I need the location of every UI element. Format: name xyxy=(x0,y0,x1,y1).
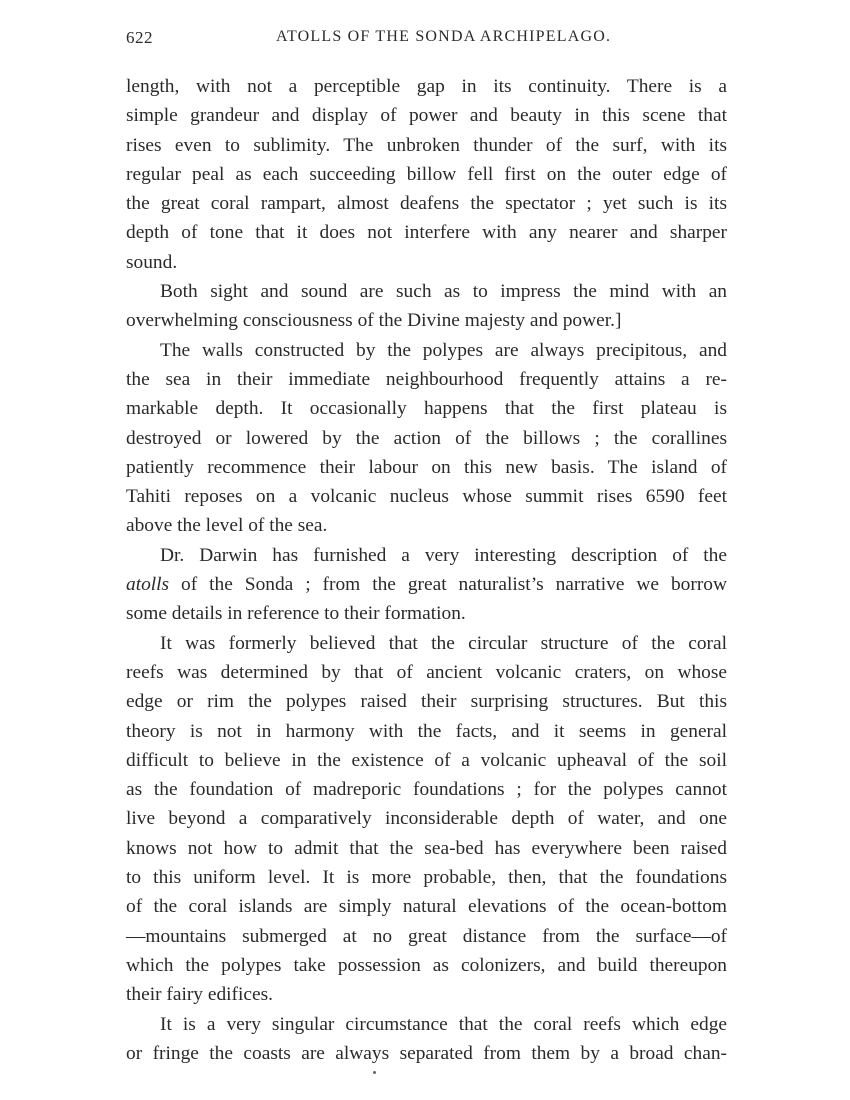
text-line: length, with not a perceptible gap in its continuity. There is a xyxy=(126,76,727,97)
running-title: ATOLLS OF THE SONDA ARCHIPELAGO. xyxy=(276,28,612,45)
text-line: sound. xyxy=(126,251,178,273)
text-line: their fairy edifices. xyxy=(126,984,273,1006)
text-line: the sea in their immediate neighbourhood frequently attains a re- xyxy=(126,368,727,390)
text-line: Dr. Darwin has furnished a very interesting description of the xyxy=(160,544,727,566)
text-line: Both sight and sound are such as to impress the mind with an xyxy=(160,281,727,303)
page-header xyxy=(126,28,726,52)
text-line: knows not how to admit that the sea-bed has everywhere been raised xyxy=(126,837,727,859)
text-line: Tahiti reposes on a volcanic nucleus whose summit rises 6590 feet xyxy=(126,486,727,508)
text-line: of the coral islands are simply natural elevations of the ocean-bottom xyxy=(126,896,727,918)
text-line: patiently recommence their labour on this new basis. The island of xyxy=(126,456,727,478)
text-line: depth of tone that it does not interfere with any nearer and sharper xyxy=(126,222,727,244)
body-text xyxy=(126,72,727,1068)
footer-dot xyxy=(373,1071,376,1074)
text-line: The walls constructed by the polypes are always precipitous, and xyxy=(160,339,727,361)
text-line: the great coral rampart, almost deafens the spectator ; yet such is its xyxy=(126,193,727,215)
text-line: reefs was determined by that of ancient volcanic craters, on whose xyxy=(126,661,727,683)
text-line: as the foundation of madreporic foundations ; for the polypes cannot xyxy=(126,779,727,801)
text-line: or fringe the coasts are always separated from them by a broad chan- xyxy=(126,1042,727,1064)
text-line: markable depth. It occasionally happens that the first plateau is xyxy=(126,398,727,420)
text-line: simple grandeur and display of power and beauty in this scene that xyxy=(126,105,727,127)
text-line: It was formerly believed that the circular structure of the coral xyxy=(160,632,727,654)
text-line: destroyed or lowered by the action of the billows ; the corallines xyxy=(126,427,727,449)
text-line: theory is not in harmony with the facts, and it seems in general xyxy=(126,720,727,742)
text-line: —mountains submerged at no great distance from the surface—of xyxy=(126,925,727,947)
text-line: edge or rim the polypes raised their surprising structures. But this xyxy=(126,691,727,713)
text-line: overwhelming consciousness of the Divine majesty and power.] xyxy=(126,310,622,332)
text-line: some details in reference to their formation. xyxy=(126,603,466,625)
text-line: above the level of the sea. xyxy=(126,515,328,537)
text-line: difficult to believe in the existence of a volcanic upheaval of the soil xyxy=(126,749,727,771)
text-line: to this uniform level. It is more probable, then, that the foundations xyxy=(126,867,727,889)
italic-word: atolls xyxy=(126,574,170,596)
text-line: It is a very singular circumstance that the coral reefs which edge xyxy=(160,1013,727,1035)
text-line-rest: of the Sonda ; from the great naturalist’s narrative we borrow xyxy=(169,574,727,596)
text-line: rises even to sublimity. The unbroken thunder of the surf, with its xyxy=(126,134,727,156)
page-number: 622 xyxy=(126,28,153,47)
text-line: regular peal as each succeeding billow fell first on the outer edge of xyxy=(126,163,727,185)
text-line xyxy=(126,570,727,599)
text-line: live beyond a comparatively inconsiderable depth of water, and one xyxy=(126,808,727,830)
text-line: which the polypes take possession as colonizers, and build thereupon xyxy=(126,954,727,976)
